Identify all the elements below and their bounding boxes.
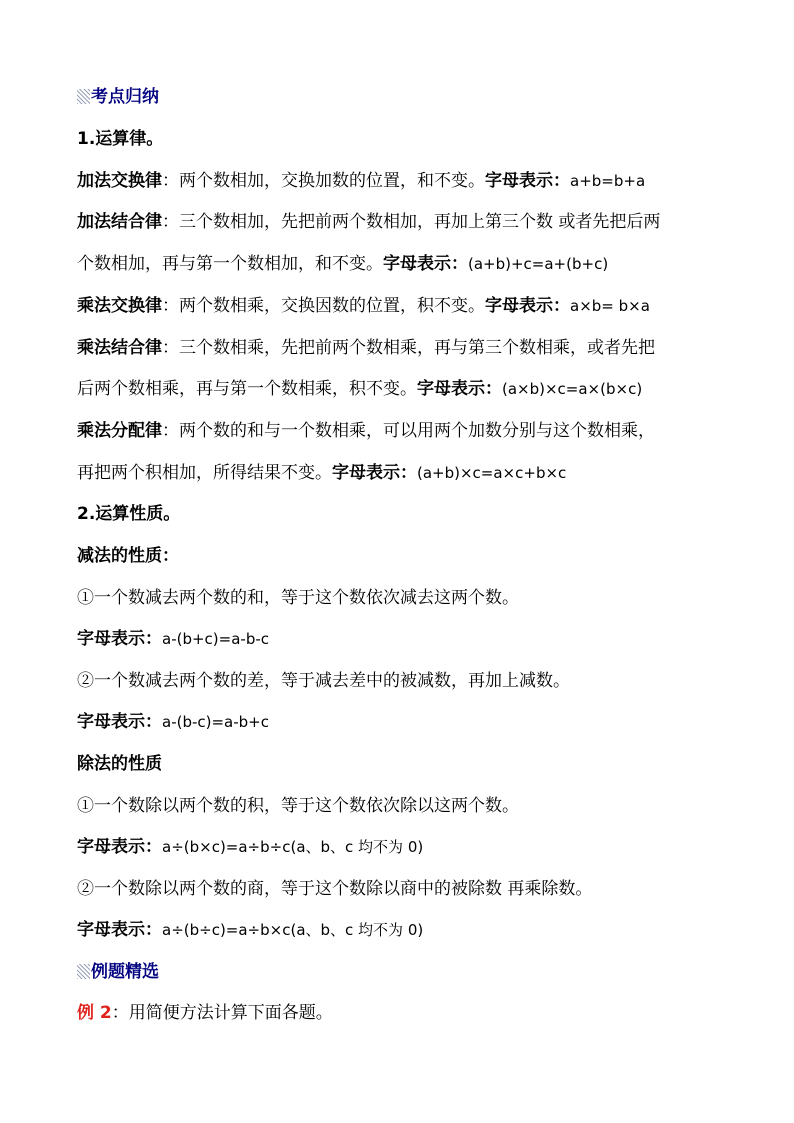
formula: (a+b)+c=a+(b+c) [468, 255, 609, 273]
formula: a÷(b×c)=a÷b÷c(a、b、c 均不为 0) [162, 838, 424, 856]
section-marker-icon [77, 89, 90, 104]
formula-label: 字母表示： [332, 463, 417, 483]
section-header-examples [77, 961, 727, 983]
law-text: ：两个数的和与一个数相乘，可以用两个加数分别与这个数相乘， [162, 421, 655, 441]
example-text: ：用简便方法计算下面各题。 [111, 1003, 333, 1023]
division-rule-1: ①一个数除以两个数的积，等于这个数依次除以这两个数。 [77, 796, 519, 816]
subtraction-rule-1: ①一个数减去两个数的和，等于这个数依次减去这两个数。 [77, 588, 519, 608]
formula-label: 字母表示： [383, 254, 468, 274]
section-header-key-points [77, 86, 727, 108]
example-2 [77, 1002, 727, 1024]
heading-operation-properties: 2.运算性质。 [77, 504, 181, 524]
formula: (a+b)×c=a×c+b×c [417, 464, 567, 482]
law-label: 乘法结合律 [77, 338, 162, 358]
formula-label: 字母表示： [417, 379, 502, 399]
law-label: 乘法交换律 [77, 296, 162, 316]
subtraction-properties-title: 减法的性质： [77, 546, 179, 566]
formula: a×b= b×a [570, 297, 650, 315]
example-label: 例 2 [77, 1003, 112, 1023]
add-commutative-law [77, 170, 727, 192]
add-associative-law-line1 [77, 211, 727, 233]
law-label: 加法结合律 [77, 212, 162, 232]
formula-label: 字母表示： [77, 629, 162, 649]
mul-distributive-law-line2 [77, 462, 727, 484]
law-text: ：两个数相乘，交换因数的位置，积不变。 [162, 296, 485, 316]
law-text: 再把两个积相加，所得结果不变。 [77, 463, 332, 483]
law-text: ：两个数相加，交换加数的位置，和不变。 [162, 171, 485, 191]
formula-label: 字母表示： [485, 296, 570, 316]
law-text: 后两个数相乘，再与第一个数相乘，积不变。 [77, 379, 417, 399]
formula-label: 字母表示： [77, 837, 162, 857]
law-text: ：三个数相乘，先把前两个数相乘，再与第三个数相乘，或者先把 [162, 338, 655, 358]
subtraction-rule-2: ②一个数减去两个数的差，等于减去差中的被减数，再加上减数。 [77, 671, 570, 691]
mul-distributive-law-line1 [77, 420, 727, 442]
formula: a-(b-c)=a-b+c [162, 713, 269, 731]
division-formula-2 [77, 919, 727, 941]
division-rule-2: ②一个数除以两个数的商，等于这个数除以商中的被除数 再乘除数。 [77, 879, 593, 899]
formula-label: 字母表示： [485, 171, 570, 191]
mul-associative-law-line2 [77, 378, 727, 400]
formula-label: 字母表示： [77, 920, 162, 940]
law-label: 加法交换律 [77, 171, 162, 191]
formula: a-(b+c)=a-b-c [162, 630, 269, 648]
formula: (a×b)×c=a×(b×c) [502, 380, 643, 398]
division-formula-1 [77, 836, 727, 858]
division-properties-title: 除法的性质 [77, 754, 162, 774]
formula-label: 字母表示： [77, 712, 162, 732]
add-associative-law-line2 [77, 253, 727, 275]
formula: a÷(b÷c)=a÷b×c(a、b、c 均不为 0) [162, 921, 424, 939]
mul-commutative-law [77, 295, 727, 317]
mul-associative-law-line1 [77, 337, 727, 359]
heading-operation-laws: 1.运算律。 [77, 129, 164, 149]
formula: a+b=b+a [570, 172, 646, 190]
law-label: 乘法分配律 [77, 421, 162, 441]
section-title: 考点归纳 [91, 87, 159, 107]
law-text: 个数相加，再与第一个数相加，和不变。 [77, 254, 383, 274]
law-text: ：三个数相加，先把前两个数相加，再加上第三个数 或者先把后两 [162, 212, 661, 232]
subtraction-formula-1 [77, 628, 727, 650]
section-marker-icon [77, 964, 90, 979]
subtraction-formula-2 [77, 711, 727, 733]
section-title: 例题精选 [91, 962, 159, 982]
